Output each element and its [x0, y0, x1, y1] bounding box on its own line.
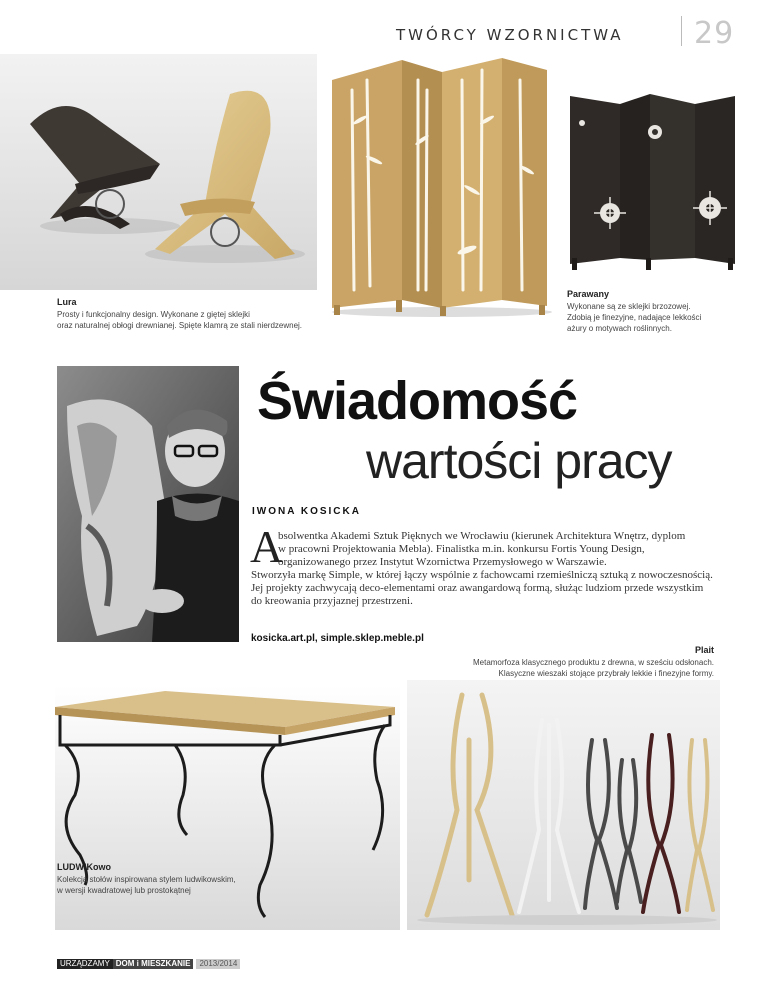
bamboo-screen-photo [322, 50, 552, 318]
lura-caption-title: Lura [57, 297, 77, 307]
ludwikowo-caption-title: LUDWIKowo [57, 862, 111, 872]
lura-chairs-photo [0, 54, 317, 290]
ludwikowo-caption-line2: w wersji kwadratowej lub prostokątnej [57, 886, 191, 895]
plait-coat-stands-photo [407, 680, 720, 930]
plait-caption-line1: Metamorfoza klasycznego produktu z drewna, w sześciu odsłonach. [472, 658, 714, 667]
article-body-line: Jej projekty zachwycają deco-elementami oraz awangardową formą, służąc ludziom przede wszystkim [251, 582, 704, 594]
parawany-caption-line3: ażury o motywach roślinnych. [567, 324, 672, 333]
lura-caption-line2: oraz naturalnej obłogi drewnianej. Spięte klamrą ze stali nierdzewnej. [57, 321, 303, 330]
footer-year: 2013/2014 [196, 959, 240, 969]
plait-caption-title: Plait [694, 645, 714, 655]
page-number: 29 [694, 16, 735, 51]
article-body-line: organizowanego przez Instytut Wzornictwa Przemysłowego w Warszawie. [278, 556, 607, 568]
designer-portrait-photo [57, 366, 239, 642]
designer-links[interactable]: kosicka.art.pl, simple.sklep.meble.pl [251, 633, 424, 644]
header-divider [681, 16, 682, 46]
article-headline-line1: Świadomość [257, 371, 578, 431]
article-dropcap: A [250, 521, 284, 572]
article-body-line: do kreowania przyjaznej przestrzeni. [251, 595, 413, 607]
article-body-line: w pracowni Projektowania Mebla). Finalistka m.in. konkursu Fortis Young Design, [278, 543, 645, 555]
footer-brand-b: DOM i MIESZKANIE [113, 959, 194, 969]
ludwikowo-caption-line1: Kolekcja stołów inspirowana stylem ludwikowskim, [57, 875, 236, 884]
lura-caption-line1: Prosty i funkcjonalny design. Wykonane z giętej sklejki [57, 310, 250, 319]
parawany-caption-line1: Wykonane są ze sklejki brzozowej. [567, 302, 691, 311]
footer-brand-a: URZĄDZAMY [57, 959, 113, 969]
parawany-caption-title: Parawany [567, 289, 610, 299]
parawany-caption-line2: Zdobią je finezyjne, nadające lekkości [567, 313, 702, 322]
footer-magazine-logo [57, 959, 240, 969]
section-title: TWÓRCY WZORNICTWA [396, 26, 624, 44]
plait-caption-line2: Klasyczne wieszaki stojące przybrały lekkie i finezyjne formy. [498, 669, 714, 678]
dark-screen-photo [560, 88, 742, 272]
article-headline-line2: wartości pracy [366, 433, 672, 489]
article-body-line: bsolwentka Akademi Sztuk Pięknych we Wrocławiu (kierunek Architektura Wnętrz, dyplom [278, 530, 686, 542]
article-author: IWONA KOSICKA [252, 506, 361, 517]
article-body-line: Stworzyła markę Simple, w której łączy wspólnie z fachowcami rzemieślniczą sztuką z nowoczesnością. [251, 569, 713, 581]
